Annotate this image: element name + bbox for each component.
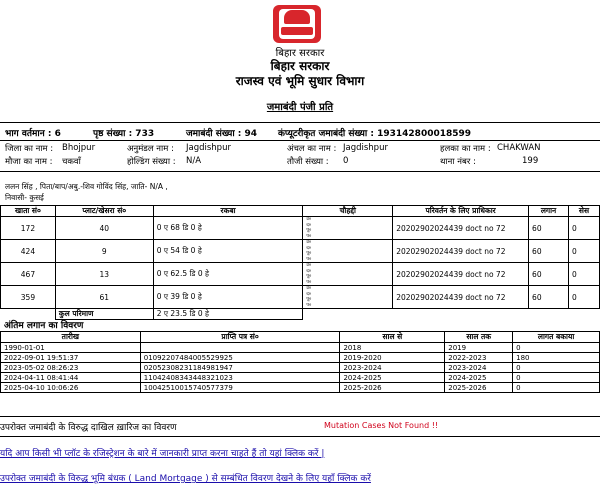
jamabandi-sankhya: जमाबंदी संख्या : 94 (186, 129, 258, 139)
year-to: 2023-2024 (445, 363, 513, 373)
jila-value: Bhojpur (62, 143, 96, 153)
receipt-no (140, 343, 340, 353)
holding-value: N/A (186, 156, 202, 166)
meta-row-location (0, 143, 600, 157)
year-from: 2018 (340, 343, 445, 353)
owner-details: ललन सिंह , पिता/बाप/अबु.-शिव गोविंद सिंह, जाति- N/A , (5, 182, 168, 191)
date: 1990-01-01 (1, 343, 141, 353)
prishth-sankhya: पृष्ठ संख्या : 733 (93, 129, 155, 139)
chauhaddi: उ० द० पू० प० (303, 286, 393, 309)
col-header: रकबा (153, 206, 303, 217)
khata-table (0, 205, 600, 320)
col-header: तारीख (1, 332, 141, 343)
table-row (1, 217, 600, 240)
ses: 0 (569, 286, 600, 309)
col-header: परिवर्तन के लिए प्राधिकार (393, 206, 529, 217)
rakba: 0 ए 39 डि 0 हे (153, 286, 303, 309)
receipt-no: 01092207484005529925 (140, 353, 340, 363)
table-row (1, 353, 600, 363)
mutation-status: Mutation Cases Not Found !! (324, 421, 439, 430)
authority: 20202902024439 doct no 72 (393, 263, 529, 286)
table-row (1, 240, 600, 263)
table-row (1, 263, 600, 286)
header-govt: बिहार सरकार (275, 48, 325, 59)
year-to: 2022-2023 (445, 353, 513, 363)
mutation-label: उपरोक्त जमाबंदी के विरुद्ध दाखिल ख़ारिज का विवरण (0, 423, 177, 433)
due-amount: 0 (513, 383, 600, 393)
authority: 20202902024439 doct no 72 (393, 286, 529, 309)
meta-row-mauja (0, 156, 600, 170)
chauhaddi: उ० द० पू० प० (303, 217, 393, 240)
receipt-no: 11042408343448321023 (140, 373, 340, 383)
divider (0, 171, 600, 172)
col-header: चौहद्दी (303, 206, 393, 217)
col-header: साल से (340, 332, 445, 343)
bihar-govt-seal-icon (273, 5, 321, 43)
year-from: 2025-2026 (340, 383, 445, 393)
col-header: लगान (529, 206, 569, 217)
chauhaddi: उ० द० पू० प० (303, 240, 393, 263)
divider (0, 416, 600, 417)
bhag-vartman: भाग वर्तमान : 6 (5, 129, 61, 139)
rakba: 0 ए 54 डि 0 हे (153, 240, 303, 263)
rakba: 0 ए 68 डि 0 हे (153, 217, 303, 240)
year-to: 2024-2025 (445, 373, 513, 383)
receipt-no: 10042510015740577379 (140, 383, 340, 393)
date: 2024-04-11 08:41:44 (1, 373, 141, 383)
divider (0, 122, 600, 123)
divider (0, 436, 600, 437)
chauhaddi: उ० द० पू० प० (303, 263, 393, 286)
lagan-table (0, 331, 600, 393)
plot-no: 13 (55, 263, 153, 286)
lagan: 60 (529, 286, 569, 309)
lagan-section-title: अंतिम लगान का विवरण (4, 321, 84, 331)
khata-no: 467 (1, 263, 56, 286)
registration-info-link[interactable]: यदि आप किसी भी प्लॉट के रजिस्ट्रेशन के बारे में जानकारी प्राप्त करना चाहते हैं तो यहां क्लिक करें | (0, 449, 325, 459)
header-state: बिहार सरकार (270, 59, 330, 73)
due-amount: 0 (513, 373, 600, 383)
plot-no: 61 (55, 286, 153, 309)
lagan: 60 (529, 263, 569, 286)
table-row (1, 343, 600, 353)
lagan-header-row (1, 332, 600, 343)
col-header: खाता सं० (1, 206, 56, 217)
ses: 0 (569, 263, 600, 286)
date: 2022-09-01 19:51:37 (1, 353, 141, 363)
year-to: 2019 (445, 343, 513, 353)
holding-label: होल्डिंग संख्या : (127, 157, 176, 167)
col-header: साल तक (445, 332, 513, 343)
table-row (1, 383, 600, 393)
thana-value: 199 (522, 156, 539, 166)
table-row (1, 286, 600, 309)
table-row (1, 373, 600, 383)
due-amount: 0 (513, 343, 600, 353)
mutation-section (0, 418, 600, 435)
plot-no: 40 (55, 217, 153, 240)
mauja-value: चकवाँ (62, 157, 81, 167)
receipt-no: 02052308231184981947 (140, 363, 340, 373)
lagan: 60 (529, 217, 569, 240)
anchal-value: Jagdishpur (343, 143, 388, 153)
year-from: 2023-2024 (340, 363, 445, 373)
col-header: लागत बकाया (513, 332, 600, 343)
divider (0, 140, 600, 141)
jila-label: जिला का नाम : (5, 144, 54, 154)
lagan: 60 (529, 240, 569, 263)
anumandal-label: अनुमंडल नाम : (127, 144, 174, 154)
header-department: राजस्व एवं भूमि सुधार विभाग (235, 74, 365, 88)
due-amount: 0 (513, 363, 600, 373)
ses: 0 (569, 217, 600, 240)
date: 2023-05-02 08:26:23 (1, 363, 141, 373)
mauja-label: मौजा का नाम : (5, 157, 53, 167)
ses: 0 (569, 240, 600, 263)
document-title: जमाबंदी पंजी प्रति (266, 102, 334, 113)
khata-header-row (1, 206, 600, 217)
khata-no: 172 (1, 217, 56, 240)
tauzi-value: 0 (343, 156, 349, 166)
year-from: 2024-2025 (340, 373, 445, 383)
date: 2025-04-10 10:06:26 (1, 383, 141, 393)
tauzi-label: तौजी संख्या : (287, 157, 329, 167)
plot-no: 9 (55, 240, 153, 263)
anumandal-value: Jagdishpur (186, 143, 231, 153)
year-to: 2025-2026 (445, 383, 513, 393)
total-row (1, 309, 600, 320)
meta-row-primary (0, 126, 600, 140)
year-from: 2019-2020 (340, 353, 445, 363)
computerised-jamabandi: कंप्यूटरीकृत जमाबंदी संख्या : 193142800018599 (278, 129, 472, 139)
table-row (1, 363, 600, 373)
khata-no: 424 (1, 240, 56, 263)
col-header: प्राप्ति पत्र सं० (140, 332, 340, 343)
owner-residence: निवासी- कुसई (5, 193, 44, 202)
due-amount: 180 (513, 353, 600, 363)
col-header: सेस (569, 206, 600, 217)
authority: 20202902024439 doct no 72 (393, 217, 529, 240)
col-header: प्लाट/खेसरा सं० (55, 206, 153, 217)
halka-label: हलका का नाम : (440, 144, 491, 154)
total-value: 2 ए 23.5 डि 0 हे (153, 309, 303, 320)
rakba: 0 ए 62.5 डि 0 हे (153, 263, 303, 286)
thana-label: थाना नंबर : (440, 157, 476, 167)
total-label: कुल परिमाण (55, 309, 153, 320)
anchal-label: अंचल का नाम : (287, 144, 337, 154)
halka-value: CHAKWAN (497, 143, 541, 153)
khata-no: 359 (1, 286, 56, 309)
authority: 20202902024439 doct no 72 (393, 240, 529, 263)
land-mortgage-link[interactable]: उपरोक्त जमाबंदी के विरुद्ध भूमि बंधक ( Land Mortgage ) से सम्बंधित विवरण देखने के लिए यहाँ क्लिक करें (0, 474, 371, 484)
